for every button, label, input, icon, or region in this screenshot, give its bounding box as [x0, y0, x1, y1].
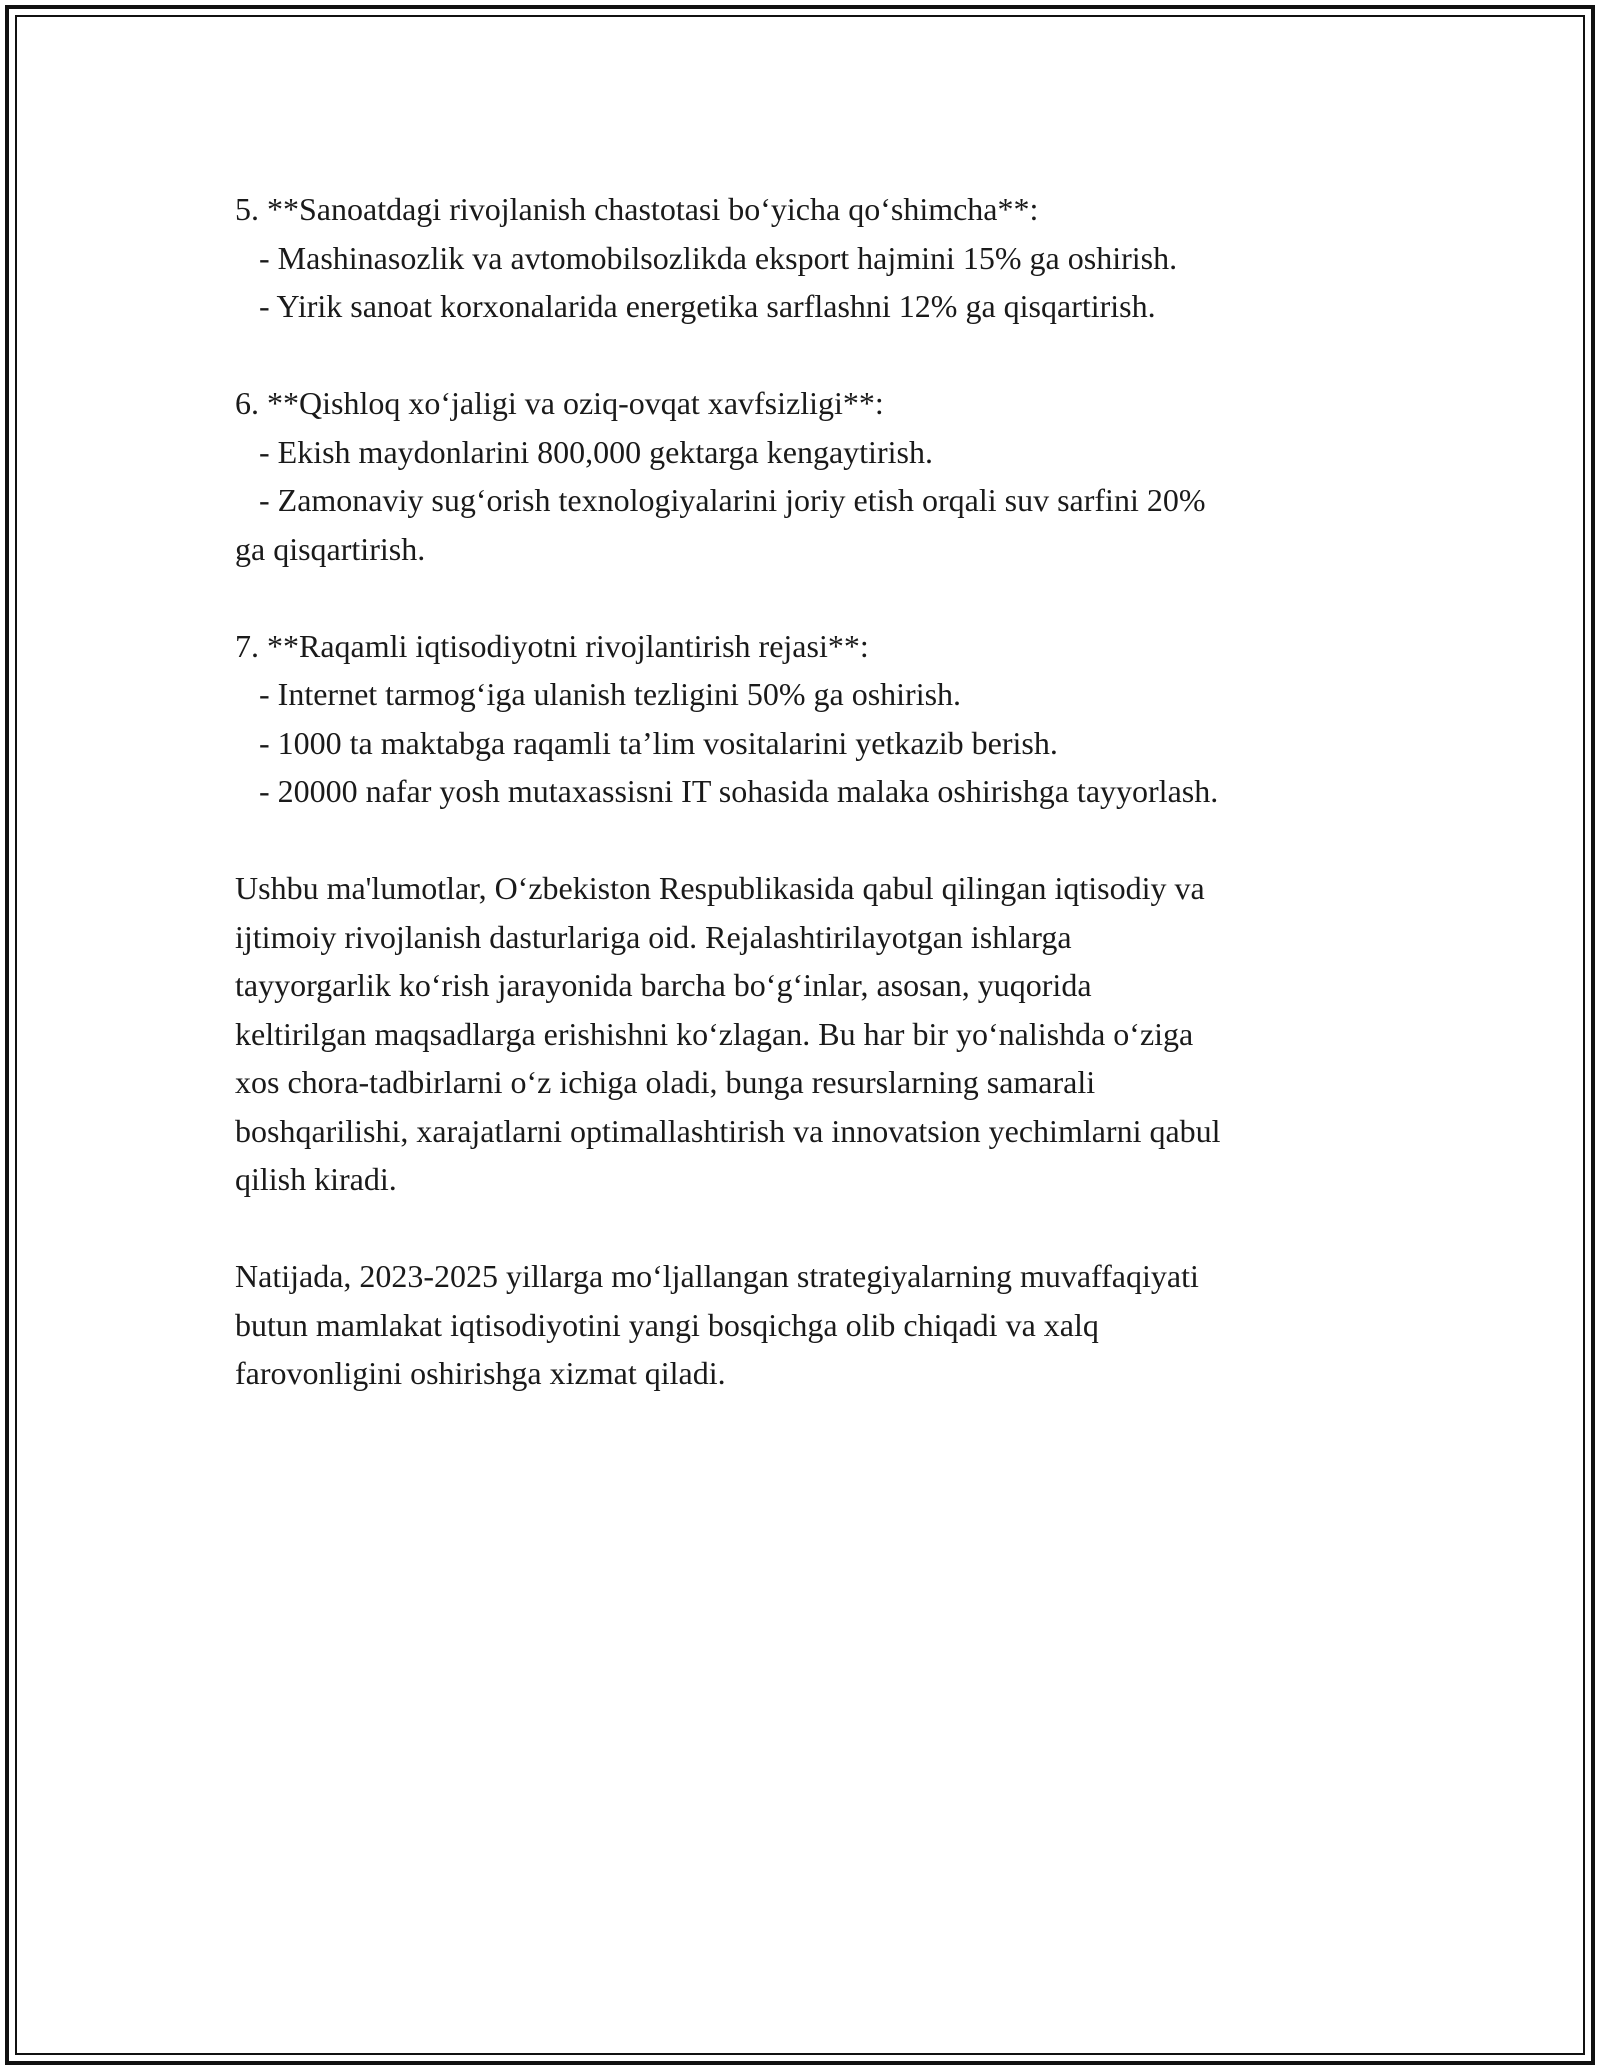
paragraph-line: Natijada, 2023-2025 yillarga mo‘ljallangan strategiyalarning muvaffaqiyati	[235, 1258, 1199, 1294]
paragraph-line: butun mamlakat iqtisodiyotini yangi bosqichga olib chiqadi va xalq	[235, 1306, 1099, 1343]
section-6	[235, 379, 1385, 573]
document-body	[235, 185, 1385, 1398]
list-item: - Ekish maydonlarini 800,000 gektarga kengaytirish.	[235, 433, 933, 470]
list-item: - Yirik sanoat korxonalarida energetika sarflashni 12% ga qisqartirish.	[235, 288, 1156, 324]
list-item: - Internet tarmog‘iga ulanish tezligini 50% ga oshirish.	[235, 676, 962, 712]
section-heading: 5. **Sanoatdagi rivojlanish chastotasi bo‘yicha qo‘shimcha**:	[235, 191, 1039, 227]
conclusion-paragraph	[235, 1252, 1385, 1398]
section-heading: 6. **Qishloq xo‘jaligi va oziq-ovqat xavfsizligi**:	[235, 385, 884, 421]
spacer	[235, 573, 1385, 622]
summary-paragraph	[235, 864, 1385, 1204]
list-item: - Zamonaviy sug‘orish texnologiyalarini joriy etish orqali suv sarfini 20%	[235, 482, 1206, 518]
section-7	[235, 622, 1385, 816]
spacer	[235, 331, 1385, 380]
spacer	[235, 816, 1385, 865]
list-item: - 1000 ta maktabga raqamli ta’lim vositalarini yetkazib berish.	[235, 724, 1058, 761]
paragraph-line: keltirilgan maqsadlarga erishishni ko‘zlagan. Bu har bir yo‘nalishda o‘ziga	[235, 1015, 1194, 1052]
section-heading: 7. **Raqamli iqtisodiyotni rivojlantirish rejasi**:	[235, 627, 869, 664]
paragraph-line: qilish kiradi.	[235, 1161, 397, 1197]
paragraph-line: Ushbu ma'lumotlar, O‘zbekiston Respublikasida qabul qilingan iqtisodiy va	[235, 870, 1205, 906]
list-item: - 20000 nafar yosh mutaxassisni IT sohasida malaka oshirishga tayyorlash.	[235, 773, 1219, 809]
paragraph-line: farovonligini oshirishga xizmat qiladi.	[235, 1355, 726, 1391]
list-item: - Mashinasozlik va avtomobilsozlikda eksport hajmini 15% ga oshirish.	[235, 239, 1178, 276]
section-5	[235, 185, 1385, 331]
spacer	[235, 1204, 1385, 1253]
paragraph-line: ijtimoiy rivojlanish dasturlariga oid. Rejalashtirilayotgan ishlarga	[235, 918, 1072, 955]
list-item-continuation: ga qisqartirish.	[235, 530, 426, 567]
paragraph-line: boshqarilishi, xarajatlarni optimallashtirish va innovatsion yechimlarni qabul	[235, 1112, 1221, 1149]
paragraph-line: xos chora-tadbirlarni o‘z ichiga oladi, bunga resurslarning samarali	[235, 1064, 1096, 1100]
paragraph-line: tayyorgarlik ko‘rish jarayonida barcha bo‘g‘inlar, asosan, yuqorida	[235, 967, 1092, 1003]
